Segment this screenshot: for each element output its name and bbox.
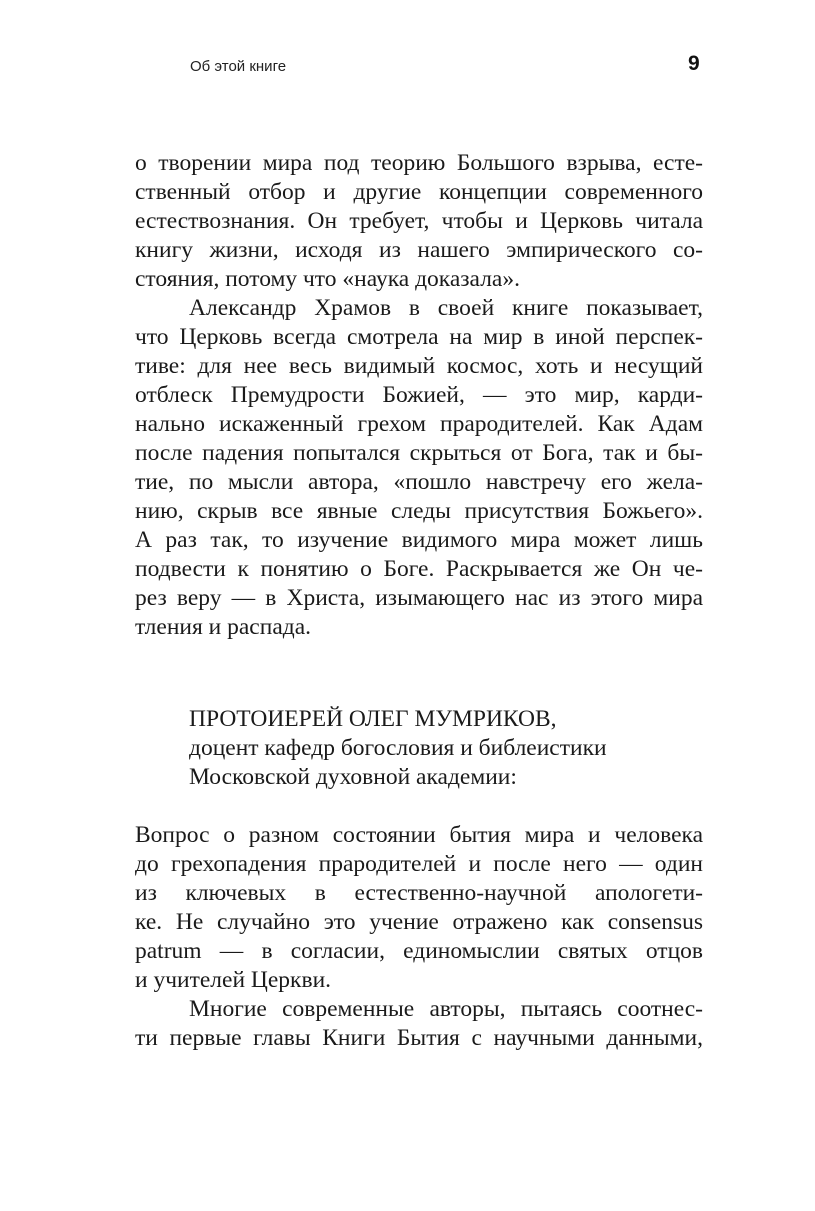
text-line: рез веру — в Христа, изымающего нас из этого мира <box>135 585 703 611</box>
body-text-block-2 <box>135 821 703 1053</box>
text-line: Вопрос о разном состоянии бытия мира и человека <box>135 822 703 848</box>
text-line: ке. Не случайно это учение отражено как consensus <box>135 909 703 935</box>
text-line: Многие современные авторы, пытаясь соотнес- <box>189 996 703 1022</box>
body-text-block-1 <box>135 149 703 642</box>
author-name: ПРОТОИЕРЕЙ ОЛЕГ МУМРИКОВ, <box>189 706 557 732</box>
running-head: Об этой книге <box>190 58 287 75</box>
text-line: нально искаженный грехом прародителей. Как Адам <box>135 411 703 437</box>
author-institution: Московской духовной академии: <box>189 764 517 790</box>
text-line: patrum — в согласии, единомыслии святых отцов <box>135 938 703 964</box>
text-line: тления и распада. <box>135 614 312 640</box>
author-attribution <box>189 705 607 792</box>
text-line: тиве: для нее весь видимый космос, хоть и несущий <box>135 353 703 379</box>
text-line: естествознания. Он требует, чтобы и Церковь читала <box>135 208 703 234</box>
text-line: что Церковь всегда смотрела на мир в иной перспек- <box>135 324 703 350</box>
text-line: ти первые главы Книги Бытия с научными данными, <box>135 1025 703 1051</box>
text-line: книгу жизни, исходя из нашего эмпирического со- <box>135 237 703 263</box>
text-line: отблеск Премудрости Божией, — это мир, карди- <box>135 382 703 408</box>
page-number: 9 <box>688 52 700 75</box>
text-line: подвести к понятию о Боге. Раскрывается же Он че- <box>135 556 703 582</box>
text-line: до грехопадения прародителей и после него — один <box>135 851 703 877</box>
text-line: ственный отбор и другие концепции современного <box>135 179 703 205</box>
text-line: из ключевых в естественно-научной апологети- <box>135 880 703 906</box>
text-line: нию, скрыв все явные следы присутствия Божьего». <box>135 498 703 524</box>
text-line: и учителей Церкви. <box>135 967 332 993</box>
text-line: после падения попытался скрыться от Бога, так и бы- <box>135 440 703 466</box>
text-line: о творении мира под теорию Большого взрыва, есте- <box>135 150 703 176</box>
text-line: Александр Храмов в своей книге показывает, <box>189 295 703 321</box>
text-line: стояния, потому что «наука доказала». <box>135 266 520 292</box>
text-line: тие, по мысли автора, «пошло навстречу его жела- <box>135 469 703 495</box>
author-position: доцент кафедр богословия и библеистики <box>189 735 607 761</box>
text-line: А раз так, то изучение видимого мира может лишь <box>135 527 703 553</box>
